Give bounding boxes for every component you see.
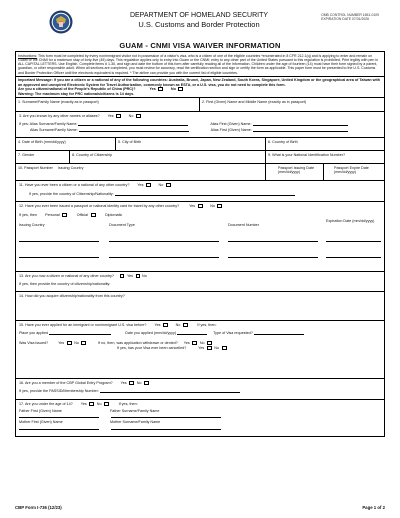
alias-surname-label: Alias Surname/Family Name: bbox=[29, 121, 78, 126]
agency-name bbox=[99, 12, 299, 29]
visa-type-input[interactable] bbox=[254, 331, 304, 335]
aliases-if-yes: If yes: bbox=[19, 121, 29, 126]
father-first-label: Father First (Given) Name bbox=[19, 408, 62, 413]
prc-yes-label: Yes bbox=[149, 87, 156, 92]
personal-label: Personal bbox=[45, 212, 60, 217]
visa-issued-no-label: No bbox=[74, 340, 79, 345]
current-citizenship-country-label: If yes, then provide the country of citizenship/nationality: bbox=[19, 281, 111, 286]
other-passport-if-yes: If yes, then bbox=[19, 212, 38, 217]
instructions-box bbox=[15, 51, 385, 77]
other-passport-no-label: No bbox=[210, 204, 215, 209]
visa-withdrawn-no-label: No bbox=[199, 340, 205, 345]
acquire-citizenship-label: 14. How did you acquire citizenship/nationality from this country? bbox=[19, 294, 125, 299]
form-footer bbox=[15, 506, 385, 511]
omb-info bbox=[321, 13, 379, 22]
row-names bbox=[15, 98, 385, 112]
city-birth-label: 5. City of Birth bbox=[118, 139, 142, 144]
form-header bbox=[15, 10, 385, 51]
passport-expire-date-field[interactable] bbox=[324, 164, 384, 180]
aliases-no-checkbox[interactable] bbox=[136, 114, 141, 118]
gender-label: 7. Gender bbox=[18, 152, 35, 157]
instructions-text: This form must be completed by every nonimmigrant visitor not in possession of a visitor's visa, who is a citizen of one of the eligible countries *enumerated in 8 CFR 212.1(q) and is applying to enter and remain on Guam or the CNMI for a maximum stay of forty-five (45) days. This regulation applies only to entry into Guam or the CNMI; entry to any other part of the United States pursuant to this regulation is prohibited. Print legibly with pen in ALL CAPITAL LETTERS. Use English. Complete items # 1-30, and sign and date the bottom of this form after carefully reading all of the information. Children under the age of fourteen (14) must have their form signed by a parent, guardian, or other responsible adult. When all sections are completed, you must review for accuracy, read the certification section and sign or certify the form as applicable. This paper form must be presented to the U.S. Customs and Border Protection Officer until the electronic equivalent is required. * The airline can provide you with the current list of eligible countries. bbox=[18, 53, 379, 75]
father-surname-label: Father Surname/Family Name bbox=[110, 408, 160, 413]
under-14-no-checkbox[interactable] bbox=[104, 402, 109, 406]
prior-visa-if-yes: If yes, then: bbox=[197, 323, 217, 328]
doc-issuing-country-input-2[interactable] bbox=[19, 254, 99, 258]
doc-issuing-country-input-1[interactable] bbox=[19, 238, 99, 242]
doc-expiration-input-1[interactable] bbox=[326, 238, 381, 242]
visa-type-label: Type of Visa requested? bbox=[213, 330, 253, 335]
official-label: Official bbox=[76, 212, 88, 217]
global-entry-no-label: No bbox=[136, 381, 142, 386]
important-message bbox=[15, 77, 385, 98]
doc-type-input-1[interactable] bbox=[109, 238, 219, 242]
mother-surname-input[interactable] bbox=[111, 426, 221, 430]
visa-withdrawn-yes-checkbox[interactable] bbox=[192, 341, 197, 345]
national-id-field[interactable] bbox=[266, 151, 384, 163]
global-entry-section bbox=[15, 379, 385, 400]
alias-first-input[interactable] bbox=[253, 122, 348, 126]
acquire-citizenship-field[interactable] bbox=[15, 292, 385, 321]
page-number: Page 1 of 2 bbox=[362, 505, 385, 510]
other-passport-yes-checkbox[interactable] bbox=[198, 204, 203, 208]
aliases-yes-label: Yes bbox=[107, 114, 114, 119]
other-citizenship-question: 11. Have you ever been a citizen or a national of any other country? bbox=[19, 183, 130, 188]
national-id-label: 9. What is your National Identification Number? bbox=[268, 152, 346, 157]
aliases-yes-checkbox[interactable] bbox=[116, 114, 121, 118]
row-passport bbox=[15, 164, 385, 181]
citizenship-label: 8. Country of Citizenship bbox=[72, 152, 113, 157]
place-applied-input[interactable] bbox=[49, 331, 111, 335]
prc-question: Are you a citizen/national of the People's Republic of China (PRC)? bbox=[18, 87, 136, 92]
prc-no-label: No bbox=[170, 87, 176, 92]
personal-checkbox[interactable] bbox=[62, 213, 67, 217]
doc-number-input-1[interactable] bbox=[228, 238, 318, 242]
agency-line-1: DEPARTMENT OF HOMELAND SECURITY bbox=[129, 12, 269, 19]
global-entry-yes-checkbox[interactable] bbox=[129, 381, 134, 385]
under-14-question: 17. Are you under the age of 14? bbox=[19, 402, 73, 407]
visa-cancelled-yes-label: Yes bbox=[198, 346, 205, 351]
passport-expire-date-label: Passport Expire Date (mm/dd/yyyy) bbox=[334, 165, 369, 175]
official-checkbox[interactable] bbox=[91, 213, 96, 217]
passid-input[interactable] bbox=[100, 389, 240, 393]
date-applied-input[interactable] bbox=[177, 331, 207, 335]
diplomatic-label: Diplomatic bbox=[105, 212, 123, 217]
under-14-yes-label: Yes bbox=[80, 402, 87, 407]
visa-withdrawn-no-checkbox[interactable] bbox=[207, 341, 212, 345]
prior-visa-no-label: No bbox=[175, 323, 181, 328]
visa-cancelled-no-label: No bbox=[214, 346, 220, 351]
prc-yes-checkbox[interactable] bbox=[158, 87, 163, 91]
visa-cancelled-no-checkbox[interactable] bbox=[222, 346, 227, 350]
aliases-section bbox=[15, 112, 385, 138]
visa-withdrawn-yes-label: Yes bbox=[183, 340, 190, 345]
other-citizenship-yes-checkbox[interactable] bbox=[146, 183, 151, 187]
visa-issued-yes-checkbox[interactable] bbox=[67, 341, 72, 345]
visa-issued-no-checkbox[interactable] bbox=[81, 341, 86, 345]
current-citizenship-section bbox=[15, 272, 385, 292]
prc-no-checkbox[interactable] bbox=[178, 87, 183, 91]
father-first-input[interactable] bbox=[19, 414, 99, 418]
global-entry-no-checkbox[interactable] bbox=[144, 381, 149, 385]
passport-number-field[interactable] bbox=[16, 164, 266, 180]
mother-surname-label: Mother Surname/Family Name bbox=[110, 420, 161, 425]
surname-label: 1. Surname/Family Name (exactly as in passport) bbox=[18, 99, 99, 104]
country-birth-label: 6. Country of Birth bbox=[268, 139, 298, 144]
aliases-question: 3. Are you known by any other names or aliases? bbox=[19, 114, 100, 119]
other-passport-question: 12. Have you ever been issued a passport or national identity card for travel by any other country? bbox=[19, 204, 180, 209]
given-name-label: 2. First (Given) Name and Middle Name (exactly as in passport) bbox=[202, 99, 307, 104]
passport-issue-date-field[interactable] bbox=[266, 164, 324, 180]
aliases-no-label: No bbox=[128, 114, 134, 119]
other-citizenship-no-checkbox[interactable] bbox=[166, 183, 171, 187]
dhs-seal-icon bbox=[49, 10, 73, 34]
doc-type-input-2[interactable] bbox=[109, 254, 219, 258]
father-surname-input[interactable] bbox=[111, 414, 221, 418]
alias-first-input-2[interactable] bbox=[253, 128, 348, 132]
place-applied-label: Place you applied bbox=[19, 330, 49, 335]
city-birth-field[interactable] bbox=[116, 138, 266, 150]
expiration-date: EXPIRATION DATE 07/31/2026 bbox=[321, 17, 370, 22]
issuing-country-label: Issuing Country bbox=[57, 165, 84, 170]
under-14-no-label: No bbox=[96, 402, 102, 407]
other-passport-no-checkbox[interactable] bbox=[217, 204, 222, 208]
dob-label: 4. Date of Birth (mm/dd/yyyy) bbox=[18, 139, 66, 144]
prior-visa-yes-label: Yes bbox=[154, 323, 161, 328]
visa-issued-yes-label: Yes bbox=[58, 340, 65, 345]
under-14-yes-checkbox[interactable] bbox=[89, 402, 94, 406]
other-citizenship-country-label: If yes, provide the country of Citizenship/Nationality: bbox=[29, 191, 114, 196]
visa-issued-label: Was Visa issued? bbox=[19, 340, 49, 345]
current-citizenship-no-checkbox[interactable] bbox=[136, 274, 140, 278]
row-gender bbox=[15, 151, 385, 164]
gender-field[interactable] bbox=[16, 151, 70, 163]
current-citizenship-no-label: No bbox=[142, 274, 147, 279]
important-text: Important Message: If you are a citizen or a national of any of the following countries: Australia, Brunei, Japan, New Zealand, South Korea, Singapore, United Kingdom or the geographical area of Taiwan with an approved and unexpired Electronic System for Travel Authorization, commonly known as ESTA, or a U.S. visa, you do not need to complete this form. bbox=[18, 78, 381, 87]
omb-number: OMB CONTROL NUMBER 1651-0109 bbox=[321, 13, 379, 17]
visa-cancelled-label: If yes, has your Visa ever been cancelled? bbox=[117, 346, 187, 351]
passport-number-label: 10. Passport Number bbox=[18, 165, 53, 170]
alias-first-label-2: Alias First (Given) Name: bbox=[210, 127, 252, 132]
surname-field[interactable] bbox=[16, 98, 200, 111]
other-passport-yes-label: Yes bbox=[189, 204, 196, 209]
citizenship-field[interactable] bbox=[70, 151, 266, 163]
under-14-section bbox=[15, 400, 385, 437]
prior-visa-no-checkbox[interactable] bbox=[183, 323, 188, 327]
global-entry-yes-label: Yes bbox=[120, 381, 127, 386]
instructions-label: Instructions: bbox=[18, 53, 38, 58]
alias-first-label: Alias First (Given) Name: bbox=[210, 121, 252, 126]
other-citizenship-no-label: No bbox=[158, 183, 164, 188]
current-citizenship-yes-label: Yes bbox=[126, 274, 133, 279]
alias-surname-label-2: Alias Surname/Family Name: bbox=[30, 127, 78, 132]
alias-surname-input[interactable] bbox=[78, 122, 188, 126]
other-citizenship-country-input[interactable] bbox=[115, 192, 295, 196]
dob-field[interactable] bbox=[16, 138, 116, 150]
current-citizenship-yes-checkbox[interactable] bbox=[120, 274, 124, 278]
mother-first-input[interactable] bbox=[19, 426, 99, 430]
form-title: GUAM - CNMI VISA WAIVER INFORMATION bbox=[119, 41, 281, 50]
prior-visa-question: 15. Have you ever applied for an immigrant or nonimmigrant U.S. visa before? bbox=[19, 323, 147, 328]
other-citizenship-section bbox=[15, 181, 385, 202]
country-birth-field[interactable] bbox=[266, 138, 384, 150]
prc-warning: Warning: The maximum stay for PRC nationals/citizens is 14 days. bbox=[18, 91, 135, 96]
doc-number-input-2[interactable] bbox=[228, 254, 318, 258]
passid-label: If yes, provide the PASSID/Membership Number: bbox=[19, 388, 99, 393]
mother-first-label: Mother First (Given) Name bbox=[19, 420, 63, 425]
visa-cancelled-yes-checkbox[interactable] bbox=[207, 346, 212, 350]
doc-type-label: Document Type bbox=[109, 223, 135, 228]
other-passport-section bbox=[15, 202, 385, 272]
under-14-if-yes: If yes, then: bbox=[118, 402, 138, 407]
passport-issue-date-label: Passport Issuing Date (mm/dd/yyyy) bbox=[278, 165, 315, 175]
agency-line-2: U.S. Customs and Border Protection bbox=[138, 20, 260, 30]
visa-withdrawn-label: If no, then, was application withdrawn or denied? bbox=[98, 340, 178, 345]
doc-expiration-input-2[interactable] bbox=[326, 254, 381, 258]
row-birth bbox=[15, 138, 385, 151]
current-citizenship-question: 13. Are you now a citizen or national of any other country? bbox=[19, 274, 114, 279]
global-entry-question: 16. Are you a member of the CBP Global Entry Program? bbox=[19, 381, 113, 386]
given-name-field[interactable] bbox=[200, 98, 384, 111]
doc-expiration-label: Expiration Date (mm/dd/yyyy) bbox=[326, 219, 375, 224]
prior-visa-yes-checkbox[interactable] bbox=[163, 323, 168, 327]
date-applied-label: Date you applied (mm/dd/yyyy) bbox=[125, 330, 177, 335]
doc-issuing-country-label: Issuing Country bbox=[19, 223, 45, 228]
other-citizenship-yes-label: Yes bbox=[137, 183, 144, 188]
doc-number-label: Document Number bbox=[228, 223, 259, 228]
form-id: CBP Form I-736 (12/23) bbox=[15, 505, 62, 510]
prior-visa-section bbox=[15, 321, 385, 379]
alias-surname-input-2[interactable] bbox=[79, 128, 189, 132]
